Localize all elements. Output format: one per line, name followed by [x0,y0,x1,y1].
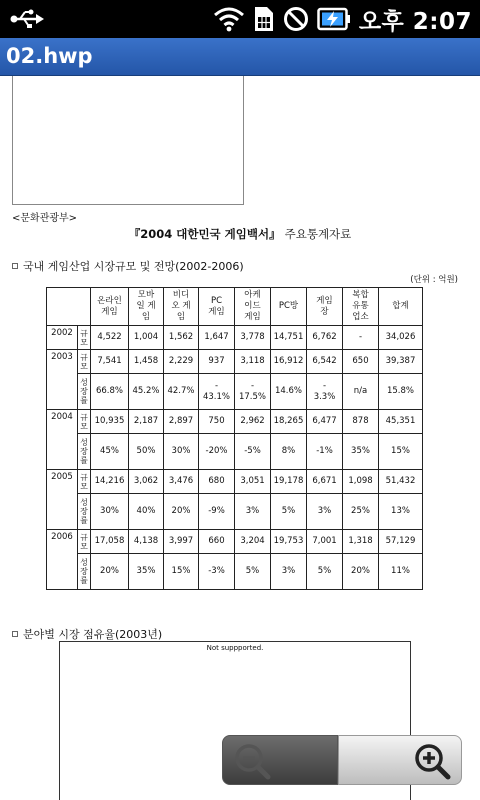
table-header-corner [47,288,91,326]
table-header-cell: PC 게임 [199,288,235,326]
table-cell: 30% [164,434,199,470]
table-cell: 14.6% [271,374,307,410]
section-heading-market-share [12,626,162,642]
table-cell: 1,098 [343,470,379,494]
table-cell: -20% [199,434,235,470]
table-cell: 19,753 [271,530,307,554]
table-cell: 35% [343,434,379,470]
section-title: 분야별 시장 점유율(2003년) [23,628,163,641]
table-header-cell: 아케 이드 게임 [235,288,271,326]
table-cell: -3% [199,554,235,590]
zoom-in-button[interactable] [338,735,462,785]
table-cell: 35% [129,554,164,590]
table-cell: 1,647 [199,326,235,350]
table-row-label: 규 모 [78,326,91,350]
do-not-disturb-icon [283,6,309,32]
table-cell: -1% [307,434,343,470]
table-cell: 6,542 [307,350,343,374]
table-row [47,470,423,494]
table-cell: 750 [199,410,235,434]
table-header-cell: 온라인 게임 [91,288,129,326]
table-cell: 39,387 [379,350,423,374]
table-cell: - 43.1% [199,374,235,410]
market-size-table [46,287,423,590]
document-heading [0,226,480,242]
table-cell: 10,935 [91,410,129,434]
table-cell: 57,129 [379,530,423,554]
table-cell: 14,216 [91,470,129,494]
table-cell: 878 [343,410,379,434]
document-title: 02.hwp [6,44,93,68]
battery-charging-icon [317,7,351,31]
table-cell: 13% [379,494,423,530]
table-cell: - 3.3% [307,374,343,410]
table-cell: 3,051 [235,470,271,494]
table-cell: 40% [129,494,164,530]
table-cell: 1,458 [129,350,164,374]
table-cell: 3% [235,494,271,530]
table-cell: 3,204 [235,530,271,554]
table-header-cell: 모바 일 게 임 [129,288,164,326]
zoom-controls [222,735,462,785]
table-cell: 20% [91,554,129,590]
table-cell: 650 [343,350,379,374]
table-cell: 45.2% [129,374,164,410]
heading-suffix: 주요통계자료 [284,227,352,241]
table-row-label: 규 모 [78,410,91,434]
usb-icon [10,8,44,30]
table-cell: 4,138 [129,530,164,554]
table-year-cell: 2002 [47,326,78,350]
table-cell: 11% [379,554,423,590]
document-view[interactable] [0,76,480,800]
title-bar [0,38,480,76]
table-row-label: 규 모 [78,350,91,374]
table-header-cell: PC방 [271,288,307,326]
wifi-icon [213,6,245,32]
table-cell: 8% [271,434,307,470]
table-cell: -9% [199,494,235,530]
table-cell: 3,118 [235,350,271,374]
table-cell: 5% [271,494,307,530]
table-year-cell: 2005 [47,470,78,530]
table-year-cell: 2006 [47,530,78,590]
table-row-label: 규 모 [78,530,91,554]
table-cell: 937 [199,350,235,374]
section-title: 국내 게임산업 시장규모 및 전망(2002-2006) [23,260,244,273]
table-row [47,374,423,410]
table-cell: 6,477 [307,410,343,434]
table-year-cell: 2004 [47,410,78,470]
zoom-out-button[interactable] [222,735,338,785]
embedded-image [12,76,244,205]
image-source-caption: <문화관광부> [12,213,78,224]
table-cell: 50% [129,434,164,470]
table-cell: -5% [235,434,271,470]
table-cell: 17,058 [91,530,129,554]
table-cell: 15% [164,554,199,590]
table-row-label: 성 장 률 [78,374,91,410]
table-row [47,494,423,530]
table-cell: 2,229 [164,350,199,374]
table-cell: 3% [307,494,343,530]
table-row [47,434,423,470]
table-row [47,410,423,434]
table-cell: 42.7% [164,374,199,410]
table-cell: 45,351 [379,410,423,434]
table-header-cell: 복합 유통 업소 [343,288,379,326]
table-row [47,326,423,350]
table-cell: n/a [343,374,379,410]
table-cell: 4,522 [91,326,129,350]
table-row [47,554,423,590]
table-cell: 14,751 [271,326,307,350]
table-cell: 3% [271,554,307,590]
table-cell: 66.8% [91,374,129,410]
table-cell: 18,265 [271,410,307,434]
table-cell: 6,762 [307,326,343,350]
clock: 오후 2:07 [358,8,472,35]
table-cell: 19,178 [271,470,307,494]
table-row-label: 성 장 률 [78,554,91,590]
bullet-square-icon [12,631,18,637]
table-cell: 3,476 [164,470,199,494]
table-header-cell: 합계 [379,288,423,326]
table-cell: 3,778 [235,326,271,350]
table-cell: 7,541 [91,350,129,374]
table-cell: 3,997 [164,530,199,554]
table-cell: 1,004 [129,326,164,350]
table-cell: - 17.5% [235,374,271,410]
table-row [47,350,423,374]
table-cell: 2,187 [129,410,164,434]
table-header-row [47,288,423,326]
table-year-cell: 2003 [47,350,78,410]
sim-card-icon [253,5,275,33]
status-bar [0,0,480,38]
table-cell: 1,562 [164,326,199,350]
table-cell: 5% [307,554,343,590]
table-cell: - [343,326,379,350]
bullet-square-icon [12,263,18,269]
table-row-label: 성 장 률 [78,494,91,530]
table-cell: 34,026 [379,326,423,350]
unit-note: (단위 : 억원) [410,275,458,285]
table-cell: 15% [379,434,423,470]
table-cell: 20% [343,554,379,590]
table-header-cell: 비디 오 게 임 [164,288,199,326]
table-cell: 6,671 [307,470,343,494]
table-row [47,530,423,554]
table-cell: 15.8% [379,374,423,410]
section-heading-market-size [12,258,244,274]
table-cell: 51,432 [379,470,423,494]
table-cell: 30% [91,494,129,530]
table-cell: 3,062 [129,470,164,494]
table-cell: 1,318 [343,530,379,554]
table-cell: 20% [164,494,199,530]
zoom-out-icon [233,742,273,782]
table-cell: 2,897 [164,410,199,434]
table-cell: 5% [235,554,271,590]
table-cell: 7,001 [307,530,343,554]
not-supported-text: Not suppported. [206,644,264,652]
table-cell: 45% [91,434,129,470]
table-row-label: 성 장 률 [78,434,91,470]
table-cell: 16,912 [271,350,307,374]
heading-title: 『2004 대한민국 게임백서』 [128,227,281,241]
table-cell: 660 [199,530,235,554]
table-cell: 680 [199,470,235,494]
zoom-in-icon [413,742,453,782]
table-row-label: 규 모 [78,470,91,494]
table-cell: 25% [343,494,379,530]
table-cell: 2,962 [235,410,271,434]
table-header-cell: 게임 장 [307,288,343,326]
